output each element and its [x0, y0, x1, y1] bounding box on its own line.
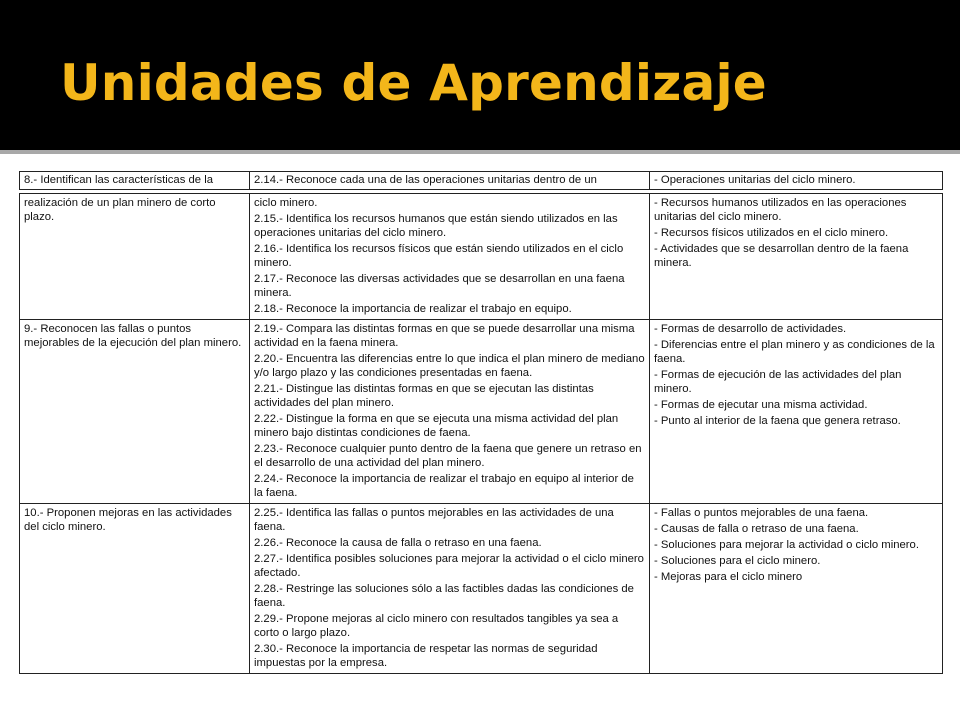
cell-line: 2.28.- Restringe las soluciones sólo a las factibles dadas las condiciones de faena. [254, 583, 634, 609]
cell-line: 2.18.- Reconoce la importancia de realizar el trabajo en equipo. [254, 303, 572, 315]
cell-line: - Mejoras para el ciclo minero [654, 571, 803, 583]
cell-line: - Actividades que se desarrollan dentro de la faena minera. [654, 243, 909, 269]
cell-line: - Recursos humanos utilizados en las operaciones unitarias del ciclo minero. [654, 197, 907, 223]
table-row [20, 172, 943, 190]
cell-line: 10.- Proponen mejoras en las actividades del ciclo minero. [24, 507, 232, 533]
cell-contents: - Operaciones unitarias del ciclo minero. [650, 172, 943, 190]
cell-line: - Causas de falla o retraso de una faena. [654, 523, 859, 535]
cell-assessment-criteria [250, 504, 650, 674]
cell-line: - Punto al interior de la faena que genera retraso. [654, 415, 901, 427]
cell-line: 2.30.- Reconoce la importancia de respetar las normas de seguridad impuestas por la empresa. [254, 643, 598, 669]
cell-contents [650, 320, 943, 504]
table-row [20, 320, 943, 504]
cell-learning-outcome [20, 504, 250, 674]
cell-line: - Soluciones para el ciclo minero. [654, 555, 821, 567]
cell-line: - Soluciones para mejorar la actividad o ciclo minero. [654, 539, 919, 551]
cell-line: 2.29.- Propone mejoras al ciclo minero con resultados tangibles ya sea a corto o largo plazo. [254, 613, 619, 639]
cell-line: 2.17.- Reconoce las diversas actividades que se desarrollan en una faena minera. [254, 273, 625, 299]
cell-line: 9.- Reconocen las fallas o puntos mejorables de la ejecución del plan minero. [24, 323, 242, 349]
cell-line: 2.20.- Encuentra las diferencias entre lo que indica el plan minero de mediano y/o largo plazo y las condiciones presentadas en faena. [254, 353, 645, 379]
cell-line: - Recursos físicos utilizados en el ciclo minero. [654, 227, 889, 239]
cell-learning-outcome: 8.- Identifican las características de la [20, 172, 250, 190]
table-body [20, 194, 943, 674]
learning-units-table-wrapper [19, 171, 942, 674]
cell-assessment-criteria [250, 320, 650, 504]
table-row [20, 504, 943, 674]
cell-line: - Diferencias entre el plan minero y as condiciones de la faena. [654, 339, 935, 365]
cell-line: realización de un plan minero de corto plazo. [24, 197, 216, 223]
cell-line: - Formas de ejecución de las actividades del plan minero. [654, 369, 902, 395]
cell-learning-outcome [20, 194, 250, 320]
cell-assessment-criteria [250, 194, 650, 320]
cell-line: 2.22.- Distingue la forma en que se ejecuta una misma actividad del plan minero bajo distintas condiciones de faena. [254, 413, 619, 439]
learning-units-table [19, 193, 943, 674]
cell-line: 2.27.- Identifica posibles soluciones para mejorar la actividad o el ciclo minero afectado. [254, 553, 644, 579]
cell-contents [650, 194, 943, 320]
cell-contents [650, 504, 943, 674]
cell-line: 2.21.- Distingue las distintas formas en que se ejecutan las distintas actividades del plan minero. [254, 383, 594, 409]
table-row [20, 194, 943, 320]
cell-line: - Formas de desarrollo de actividades. [654, 323, 847, 335]
cell-line: 2.25.- Identifica las fallas o puntos mejorables en las actividades de una faena. [254, 507, 614, 533]
slide-title: Unidades de Aprendizaje [60, 54, 767, 112]
document-scan [0, 150, 960, 720]
table-header-strip [19, 171, 943, 190]
cell-line: 2.15.- Identifica los recursos humanos que están siendo utilizados en las operaciones unitarias del ciclo minero. [254, 213, 618, 239]
cell-line: 2.24.- Reconoce la importancia de realizar el trabajo en equipo al interior de la faena. [254, 473, 634, 499]
cell-line: 2.23.- Reconoce cualquier punto dentro de la faena que genere un retraso en el desarrollo de una actividad del plan minero. [254, 443, 642, 469]
cell-assessment-criteria: 2.14.- Reconoce cada una de las operaciones unitarias dentro de un [250, 172, 650, 190]
cell-learning-outcome [20, 320, 250, 504]
cell-line: 2.16.- Identifica los recursos físicos que están siendo utilizados en el ciclo minero. [254, 243, 624, 269]
cell-line: ciclo minero. [254, 197, 318, 209]
cell-line: - Fallas o puntos mejorables de una faena. [654, 507, 869, 519]
cell-line: - Formas de ejecutar una misma actividad. [654, 399, 868, 411]
cell-line: 2.26.- Reconoce la causa de falla o retraso en una faena. [254, 537, 542, 549]
cell-line: 2.19.- Compara las distintas formas en que se puede desarrollar una misma actividad en la faena minera. [254, 323, 635, 349]
